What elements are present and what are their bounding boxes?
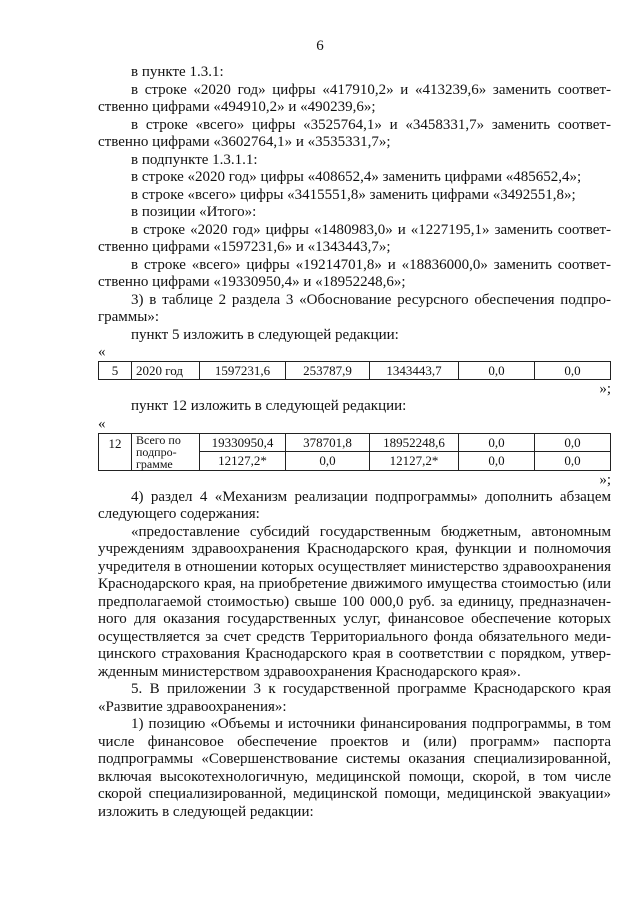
text-line: в строке «всего» цифры «3525764,1» и «3458331,7» заменить соответ- — [131, 116, 611, 133]
label-line: грамме — [136, 456, 173, 471]
text-line: ственно цифрами «3602764,1» и «3535331,7»; — [98, 134, 391, 150]
table-cell: 0,0 — [535, 362, 611, 380]
table-cell: 12127,2* — [370, 452, 459, 471]
label-line: подпро- — [136, 444, 177, 459]
text-line: граммы»: — [98, 309, 160, 325]
table-cell: 19330950,4 — [200, 433, 286, 452]
text-line: 3) в таблице 2 раздела 3 «Обоснование ресурсного обеспечения подпро- — [131, 291, 611, 308]
text-line: в строке «всего» цифры «19214701,8» и «18836000,0» заменить соответ- — [131, 256, 611, 273]
table-cell: 0,0 — [286, 452, 370, 471]
text-line: предполагаемой стоимостью) свыше 100 000,0 руб. за единицу, предназначен- — [98, 593, 611, 610]
text-line: жденным министерством здравоохранения Краснодарского края». — [98, 663, 521, 680]
text-line: цинского страхования Краснодарского края в соответствии с порядком, утвер- — [98, 646, 611, 662]
text-line: подпрограммы «Совершенствование системы оказания специализированной, — [98, 751, 611, 767]
label-line: Всего по — [136, 432, 181, 447]
table-cell: 12 — [99, 433, 132, 470]
table-row — [99, 362, 611, 380]
text-line: в позиции «Итого»: — [131, 204, 257, 220]
page-number: 6 — [316, 38, 324, 54]
table-cell: 0,0 — [459, 433, 535, 452]
document-body — [98, 64, 611, 821]
text-line: ного для оказания государственных услуг, финансовое обеспечение которых — [98, 611, 611, 627]
table-item-12 — [98, 433, 611, 471]
table-row-label — [132, 433, 200, 470]
text-line: пункт 5 изложить в следующей редакции: — [131, 326, 399, 343]
text-line: в строке «2020 год» цифры «408652,4» заменить цифрами «485652,4»; — [131, 169, 582, 185]
table-cell: 378701,8 — [286, 433, 370, 452]
text-line: ственно цифрами «1597231,6» и «1343443,7»; — [98, 239, 391, 255]
close-quote: »; — [599, 471, 611, 488]
table-cell: 2020 год — [132, 362, 200, 380]
table-cell: 5 — [99, 362, 132, 380]
text-line: Краснодарского края, на приобретение движимого имущества стоимостью (или — [98, 576, 611, 592]
text-line: «предоставление субсидий государственным бюджетным, автономным — [131, 523, 611, 540]
text-line: ственно цифрами «494910,2» и «490239,6»; — [98, 99, 376, 115]
text-line: в подпункте 1.3.1.1: — [131, 151, 258, 168]
open-quote: « — [98, 344, 106, 360]
text-line: следующего содержания: — [98, 506, 260, 522]
text-line: осуществляется за счет средств Территориального фонда обязательного меди- — [98, 628, 611, 645]
table-cell: 12127,2* — [200, 452, 286, 471]
table-row — [99, 433, 611, 452]
text-line: изложить в следующей редакции: — [98, 803, 314, 820]
table-cell: 18952248,6 — [370, 433, 459, 452]
table-cell: 0,0 — [459, 452, 535, 471]
text-line: 5. В приложении 3 к государственной программе Краснодарского края — [131, 681, 611, 697]
text-line: пункт 12 изложить в следующей редакции: — [131, 398, 407, 414]
text-line: ственно цифрами «19330950,4» и «18952248,6»; — [98, 274, 406, 290]
text-line: в пункте 1.3.1: — [131, 64, 224, 80]
text-line: в строке «2020 год» цифры «417910,2» и «413239,6» заменить соответ- — [131, 81, 611, 98]
text-line: в строке «всего» цифры «3415551,8» заменить цифрами «3492551,8»; — [131, 186, 576, 203]
table-item-5 — [98, 361, 611, 380]
table-cell: 0,0 — [535, 433, 611, 452]
text-line: «Развитие здравоохранения»: — [98, 698, 287, 715]
text-line: в строке «2020 год» цифры «1480983,0» и «1227195,1» заменить соответ- — [131, 221, 611, 238]
table-cell: 1343443,7 — [370, 362, 459, 380]
table-cell: 0,0 — [459, 362, 535, 380]
text-line: учреждениям здравоохранения Краснодарского края, функции и полномочия — [98, 541, 611, 557]
text-line: числе финансовое обеспечение проектов и (или) программ» паспорта — [98, 733, 611, 750]
table-cell: 253787,9 — [286, 362, 370, 380]
table-cell: 0,0 — [535, 452, 611, 471]
text-line: учредителя в отношении которых осуществляет министерство здравоохранения — [98, 558, 611, 575]
text-line: 1) позицию «Объемы и источники финансирования подпрограммы, в том — [131, 716, 611, 732]
text-line: включая высокотехнологичную, медицинской помощи, скорой, в том числе — [98, 768, 611, 785]
open-quote: « — [98, 415, 106, 432]
close-quote: »; — [599, 381, 611, 397]
table-cell: 1597231,6 — [200, 362, 286, 380]
text-line: 4) раздел 4 «Механизм реализации подпрограммы» дополнить абзацем — [131, 488, 611, 505]
text-line: скорой специализированной, медицинской помощи, медицинской эвакуации» — [98, 786, 611, 802]
